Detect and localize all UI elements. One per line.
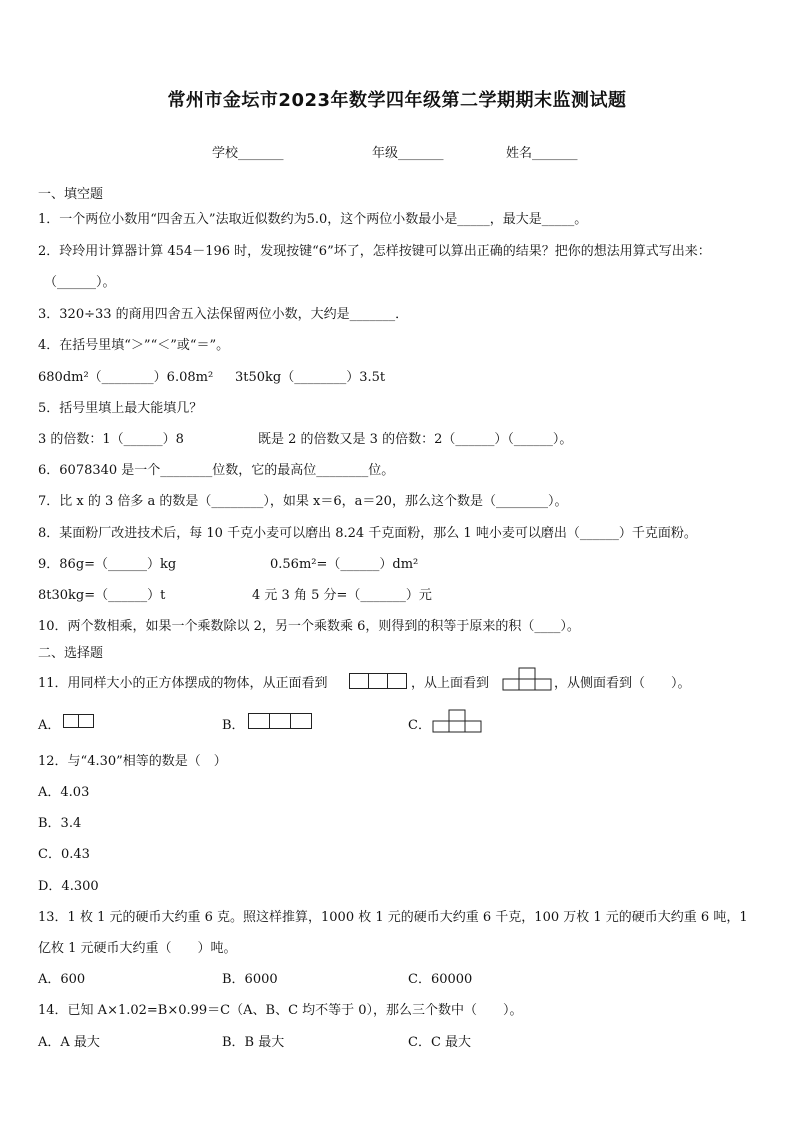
front-view-figure bbox=[349, 673, 406, 689]
question-13-option-c: C．60000 bbox=[408, 972, 473, 987]
question-7: 7．比 x 的 3 倍多 a 的数是（________），如果 x＝6，a＝20，那么这个数是（________）。 bbox=[38, 494, 568, 509]
question-12-option-c: C．0.43 bbox=[38, 847, 90, 862]
question-14-option-a: A．A 最大 bbox=[38, 1035, 100, 1050]
question-10: 10．两个数相乘，如果一个乘数除以 2，另一个乘数乘 6，则得到的积等于原来的积（____）。 bbox=[38, 619, 580, 634]
question-4: 4．在括号里填“＞”“＜”或“＝”。 bbox=[38, 338, 230, 353]
question-2: 2．玲玲用计算器计算 454－196 时，发现按键“6”坏了，怎样按键可以算出正确的结果？把你的想法用算式写出来： bbox=[38, 244, 711, 259]
question-12: 12．与“4.30”相等的数是（ ） bbox=[38, 754, 227, 769]
question-9-c: 8t30kg=（______）t bbox=[38, 588, 166, 603]
question-13-continued: 亿枚 1 元硬币大约重（ ）吨。 bbox=[38, 941, 237, 956]
question-12-option-a: A．4.03 bbox=[38, 785, 90, 800]
school-field: 学校_______ bbox=[212, 146, 284, 161]
grade-field: 年级_______ bbox=[372, 146, 444, 161]
question-13: 13．1 枚 1 元的硬币大约重 6 克。照这样推算，1000 枚 1 元的硬币大约重 6 千克，100 万枚 1 元的硬币大约重 6 吨，1 bbox=[38, 910, 748, 925]
question-13-option-a: A．600 bbox=[38, 972, 86, 987]
question-14-option-c: C．C 最大 bbox=[408, 1035, 472, 1050]
question-11-option-a: A． bbox=[38, 718, 61, 733]
section-heading-choice: 二、选择题 bbox=[38, 646, 104, 661]
question-11-option-b: B． bbox=[222, 718, 245, 733]
option-a-figure bbox=[63, 714, 93, 728]
page-title: 常州市金坛市2023年数学四年级第二学期期末监测试题 bbox=[167, 90, 627, 111]
question-14-option-b: B．B 最大 bbox=[222, 1035, 285, 1050]
question-11-option-c: C． bbox=[408, 718, 431, 733]
question-12-option-b: B．3.4 bbox=[38, 816, 82, 831]
question-11-part1: 11．用同样大小的正方体摆成的物体，从正面看到 bbox=[38, 676, 328, 691]
question-6: 6．6078340 是一个________位数，它的最高位________位。 bbox=[38, 463, 395, 478]
question-11-part2: ，从上面看到 bbox=[411, 676, 490, 691]
top-view-figure bbox=[502, 667, 552, 691]
question-13-option-b: B．6000 bbox=[222, 972, 278, 987]
option-c-figure bbox=[432, 709, 484, 733]
name-field: 姓名_______ bbox=[506, 146, 578, 161]
question-9-a: 9．86g=（______）kg bbox=[38, 557, 177, 572]
question-9-b: 0.56m²=（______）dm² bbox=[270, 557, 419, 572]
question-4-b: 3t50kg（________）3.5t bbox=[235, 370, 386, 385]
question-3: 3．320÷33 的商用四舍五入法保留两位小数，大约是_______． bbox=[38, 307, 409, 322]
question-2-answer: （______）。 bbox=[44, 275, 116, 290]
question-11-part3: ，从侧面看到（ ）。 bbox=[554, 676, 691, 691]
question-1: 1．一个两位小数用“四舍五入”法取近似数约为5.0，这个两位小数最小是_____，最大是_____。 bbox=[38, 212, 588, 227]
section-heading-fill-blank: 一、填空题 bbox=[38, 187, 104, 202]
question-5: 5．括号里填上最大能填几？ bbox=[38, 401, 203, 416]
question-5-a: 3 的倍数：1（______）8 bbox=[38, 432, 184, 447]
question-4-a: 680dm²（________）6.08m² bbox=[38, 370, 214, 385]
question-8: 8．某面粉厂改进技术后，每 10 千克小麦可以磨出 8.24 千克面粉，那么 1 吨小麦可以磨出（______）千克面粉。 bbox=[38, 526, 697, 541]
question-14: 14．已知 A×1.02=B×0.99＝C（A、B、C 均不等于 0），那么三个数中（ ）。 bbox=[38, 1003, 523, 1018]
option-b-figure bbox=[248, 713, 311, 729]
question-12-option-d: D．4.300 bbox=[38, 879, 99, 894]
question-5-b: 既是 2 的倍数又是 3 的倍数：2（______）（______）。 bbox=[258, 432, 573, 447]
question-9-d: 4 元 3 角 5 分=（_______）元 bbox=[252, 588, 432, 603]
